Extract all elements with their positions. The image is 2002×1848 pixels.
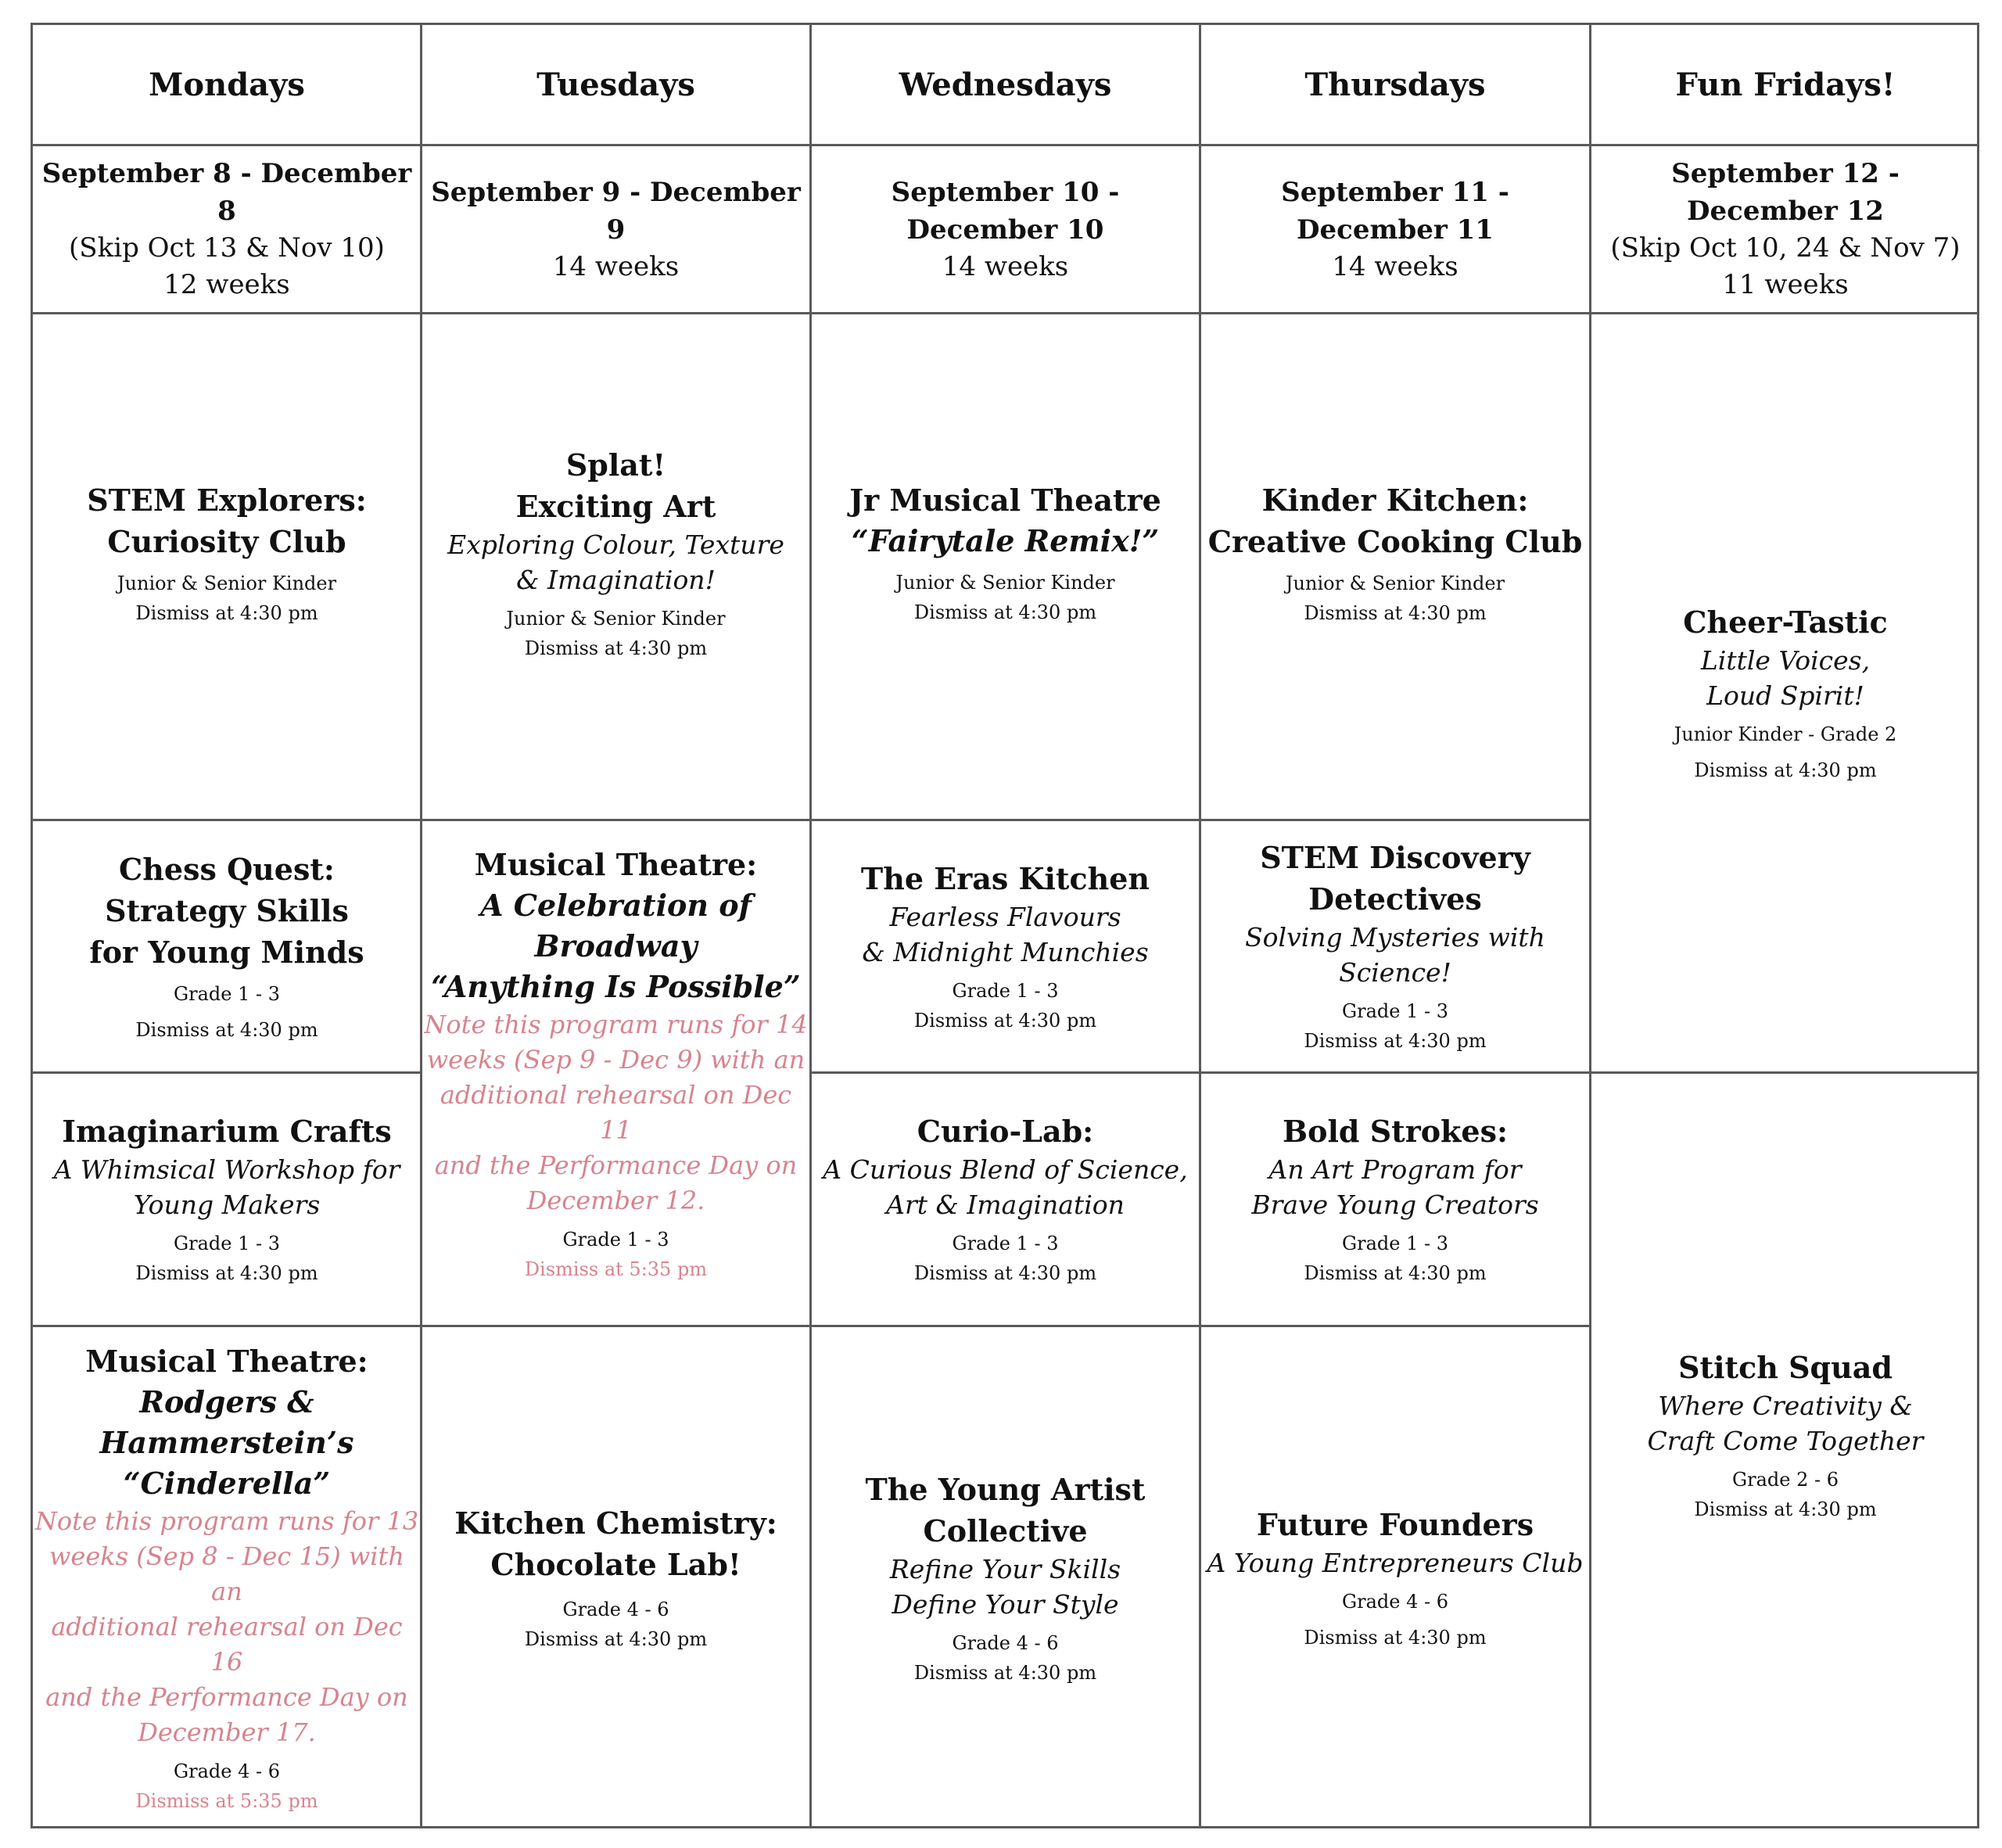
program-grade: Grade 4 - 6: [952, 1631, 1059, 1654]
day-label: Wednesdays: [899, 66, 1112, 103]
program-grade: Junior & Senior Kinder: [117, 572, 337, 594]
date-range: September 11 - December 11: [1281, 176, 1509, 246]
program-subtitle: A Whimsical Workshop for: [53, 1154, 400, 1185]
day-label: Thursdays: [1304, 66, 1486, 103]
program-title: Curiosity Club: [107, 523, 346, 559]
program-subtitle: Exploring Colour, Texture: [447, 529, 784, 560]
program-title: STEM Explorers:: [87, 482, 367, 518]
program-title: Creative Cooking Club: [1207, 523, 1583, 559]
program-chess-quest: [33, 821, 421, 1071]
program-dismissal: Dismiss at 4:30 pm: [135, 1018, 318, 1041]
week-count: 14 weeks: [942, 250, 1069, 282]
week-count: 11 weeks: [1722, 269, 1849, 300]
program-note: December 17.: [138, 1717, 316, 1747]
program-stem-explorers: [33, 314, 421, 819]
program-title: Splat!: [565, 447, 666, 483]
program-dismissal: Dismiss at 4:30 pm: [913, 1009, 1097, 1032]
program-subtitle: A Young Entrepreneurs Club: [1207, 1547, 1584, 1578]
day-label: Tuesdays: [536, 66, 695, 103]
day-label: Fun Fridays!: [1675, 66, 1896, 103]
program-musical-broadway: [422, 821, 809, 1325]
program-title: Musical Theatre:: [85, 1343, 368, 1379]
program-subtitle: Refine Your Skills: [889, 1553, 1121, 1584]
program-title: A Celebration of Broadway: [480, 887, 752, 963]
program-title: “Cinderella”: [123, 1465, 331, 1501]
program-grade: Junior & Senior Kinder: [506, 607, 726, 630]
day-header-wednesday: [812, 25, 1199, 144]
program-grade: Junior Kinder - Grade 2: [1674, 723, 1897, 745]
skip-dates: (Skip Oct 13 & Nov 10): [69, 232, 385, 264]
program-grade: Grade 4 - 6: [562, 1598, 669, 1620]
program-grade: Junior & Senior Kinder: [895, 572, 1115, 594]
program-curio-lab: [812, 1074, 1199, 1325]
program-title: Musical Theatre:: [474, 846, 758, 882]
program-grade: Grade 1 - 3: [952, 1233, 1059, 1254]
program-dismissal: Dismiss at 4:30 pm: [913, 601, 1097, 623]
program-grade: Grade 1 - 3: [562, 1228, 669, 1251]
program-title: Detectives: [1308, 881, 1482, 917]
week-count: 14 weeks: [552, 250, 680, 282]
program-note: December 12.: [526, 1185, 705, 1215]
program-dismissal: Dismiss at 4:30 pm: [1304, 1030, 1487, 1052]
program-subtitle: Fearless Flavours: [889, 901, 1121, 932]
skip-dates: (Skip Oct 10, 24 & Nov 7): [1610, 232, 1961, 264]
program-note: and the Performance Day on: [45, 1681, 408, 1712]
program-dismissal: Dismiss at 4:30 pm: [1694, 1498, 1877, 1520]
program-grade: Grade 1 - 3: [1341, 1000, 1449, 1022]
program-title: “Anything Is Possible”: [431, 968, 801, 1004]
program-title: The Eras Kitchen: [860, 860, 1150, 896]
program-title: The Young Artist: [865, 1471, 1146, 1507]
program-young-artist-collective: [812, 1327, 1199, 1828]
program-note: weeks (Sep 9 - Dec 9) with an: [426, 1044, 805, 1075]
program-future-founders: [1201, 1327, 1589, 1828]
program-title: Collective: [923, 1512, 1088, 1548]
program-jr-musical-theatre: [812, 314, 1199, 819]
program-dismissal: Dismiss at 4:30 pm: [1304, 601, 1487, 624]
program-kinder-kitchen: [1201, 314, 1589, 819]
program-title: Future Founders: [1256, 1506, 1534, 1542]
day-header-friday: [1591, 25, 1979, 144]
day-header-tuesday: [422, 25, 809, 144]
schedule-grid: [30, 23, 1979, 1828]
week-count: 14 weeks: [1332, 250, 1458, 282]
week-count: 12 weeks: [163, 269, 290, 300]
program-title: Stitch Squad: [1678, 1350, 1893, 1385]
program-grade: Grade 1 - 3: [173, 982, 281, 1005]
program-subtitle: Craft Come Together: [1647, 1426, 1924, 1456]
day-header-monday: [33, 25, 421, 144]
program-note: additional rehearsal on Dec 11: [440, 1079, 792, 1145]
program-dismissal: Dismiss at 4:30 pm: [524, 637, 708, 659]
program-grade: Grade 4 - 6: [1341, 1590, 1449, 1613]
program-imaginarium-crafts: [33, 1074, 421, 1325]
date-range: September 12 - December 12: [1671, 158, 1900, 227]
program-stitch-squad: [1591, 1074, 1979, 1828]
program-eras-kitchen: [812, 821, 1199, 1071]
dates-monday: [33, 146, 421, 312]
program-title: Bold Strokes:: [1283, 1114, 1508, 1149]
program-title: Kinder Kitchen:: [1261, 482, 1529, 518]
program-title: STEM Discovery: [1260, 840, 1530, 875]
dates-wednesday: [812, 146, 1199, 312]
day-label: Mondays: [149, 66, 305, 103]
date-range: September 8 - December 8: [41, 158, 412, 227]
program-title: Curio-Lab:: [917, 1114, 1094, 1149]
program-subtitle: Define Your Style: [892, 1588, 1119, 1620]
program-title: Kitchen Chemistry:: [454, 1505, 777, 1541]
program-cheer-tastic: [1591, 314, 1979, 1071]
program-grade: Grade 1 - 3: [952, 979, 1059, 1002]
program-title: “Fairytale Remix!”: [851, 523, 1160, 558]
program-dismissal: Dismiss at 4:30 pm: [1694, 759, 1877, 781]
program-subtitle: Brave Young Creators: [1251, 1190, 1539, 1220]
program-title: Jr Musical Theatre: [849, 483, 1161, 518]
dates-thursday: [1201, 146, 1589, 312]
program-title: Chocolate Lab!: [490, 1546, 741, 1582]
program-musical-cinderella: [33, 1327, 421, 1828]
program-dismissal: Dismiss at 4:30 pm: [524, 1627, 708, 1650]
program-dismissal: Dismiss at 4:30 pm: [135, 601, 318, 624]
program-subtitle: A Curious Blend of Science,: [823, 1154, 1188, 1185]
program-bold-strokes: [1201, 1074, 1589, 1325]
program-note: Note this program runs for 13: [34, 1505, 419, 1536]
program-splat: [422, 314, 809, 819]
program-subtitle: Loud Spirit!: [1706, 680, 1864, 711]
program-subtitle: An Art Program for: [1268, 1154, 1522, 1185]
program-title: Exciting Art: [515, 488, 716, 524]
program-grade: Grade 1 - 3: [173, 1233, 281, 1254]
program-grade: Grade 2 - 6: [1731, 1469, 1839, 1491]
program-note: weeks (Sep 8 - Dec 15) with an: [49, 1541, 404, 1606]
program-title: Strategy Skills: [105, 892, 349, 928]
program-kitchen-chemistry: [422, 1327, 809, 1828]
program-subtitle: Art & Imagination: [886, 1190, 1125, 1220]
program-dismissal: Dismiss at 4:30 pm: [135, 1262, 318, 1284]
program-note: Note this program runs for 14: [424, 1009, 808, 1039]
program-title: Rodgers & Hammerstein’s: [99, 1383, 354, 1460]
program-dismissal: Dismiss at 4:30 pm: [1304, 1626, 1487, 1649]
program-note: additional rehearsal on Dec 16: [51, 1611, 403, 1677]
program-subtitle: Young Makers: [133, 1190, 321, 1220]
program-dismissal: Dismiss at 4:30 pm: [913, 1262, 1097, 1284]
program-grade: Junior & Senior Kinder: [1285, 572, 1505, 594]
program-subtitle: & Midnight Munchies: [862, 936, 1149, 967]
program-title: Chess Quest:: [119, 851, 335, 887]
program-subtitle: & Imagination!: [516, 564, 716, 595]
program-title: Cheer-Tastic: [1683, 604, 1888, 640]
program-grade: Grade 4 - 6: [173, 1760, 281, 1782]
date-range: September 9 - December 9: [431, 176, 801, 246]
program-note: and the Performance Day on: [434, 1150, 798, 1180]
program-subtitle: Where Creativity &: [1658, 1390, 1913, 1421]
dates-tuesday: [422, 146, 809, 312]
date-range: September 10 - December 10: [891, 176, 1120, 246]
program-dismissal: Dismiss at 4:30 pm: [913, 1661, 1097, 1684]
program-subtitle: Little Voices,: [1700, 644, 1871, 676]
program-title: Imaginarium Crafts: [62, 1114, 392, 1149]
program-dismissal: Dismiss at 4:30 pm: [1304, 1262, 1487, 1284]
program-title: for Young Minds: [89, 934, 364, 970]
program-dismissal: Dismiss at 5:35 pm: [524, 1258, 708, 1280]
day-header-thursday: [1201, 25, 1589, 144]
program-stem-discovery: [1201, 821, 1589, 1071]
program-dismissal: Dismiss at 5:35 pm: [135, 1789, 318, 1812]
program-subtitle: Solving Mysteries with Science!: [1245, 922, 1545, 988]
program-grade: Grade 1 - 3: [1341, 1233, 1449, 1254]
dates-friday: [1591, 146, 1979, 312]
